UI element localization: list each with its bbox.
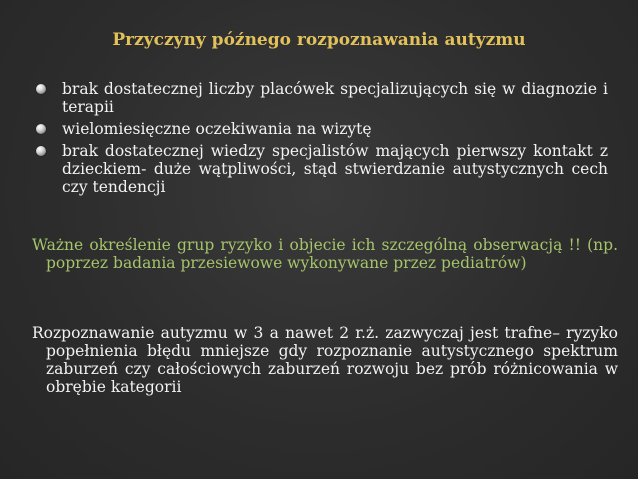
bullet-item	[36, 80, 608, 116]
slide-title: Przyczyny późnego rozpoznawania autyzmu	[112, 30, 526, 50]
bullet-text: brak dostatecznej wiedzy specjalistów mających pierwszy kontakt z dzieckiem- duże wątpliwości, stąd stwierdzanie autystycznych cech czy tendencji	[62, 142, 608, 196]
bullet-icon	[36, 146, 46, 156]
bullet-icon	[36, 84, 46, 94]
diagnosis-paragraph: Rozpoznawanie autyzmu w 3 a nawet 2 r.ż. zazwyczaj jest trafne– ryzyko popełnienia błędu mniejsze gdy rozpoznanie autystycznego spektrum zaburzeń czy całościowych zaburzeń rozwoju bez prób różnicowania w obrębie kategorii	[32, 324, 618, 396]
bullet-text: brak dostatecznej liczby placówek specjalizujących się w diagnozie i terapii	[62, 80, 608, 116]
bullet-item	[36, 142, 608, 196]
bullet-item	[36, 120, 608, 138]
bullet-list	[36, 80, 608, 200]
bullet-text: wielomiesięczne oczekiwania na wizytę	[62, 120, 372, 138]
risk-group-paragraph: Ważne określenie grup ryzyko i objecie ich szczególną obserwacją !! (np. poprzez badania przesiewowe wykonywane przez pediatrów)	[32, 236, 618, 272]
bullet-icon	[36, 124, 46, 134]
